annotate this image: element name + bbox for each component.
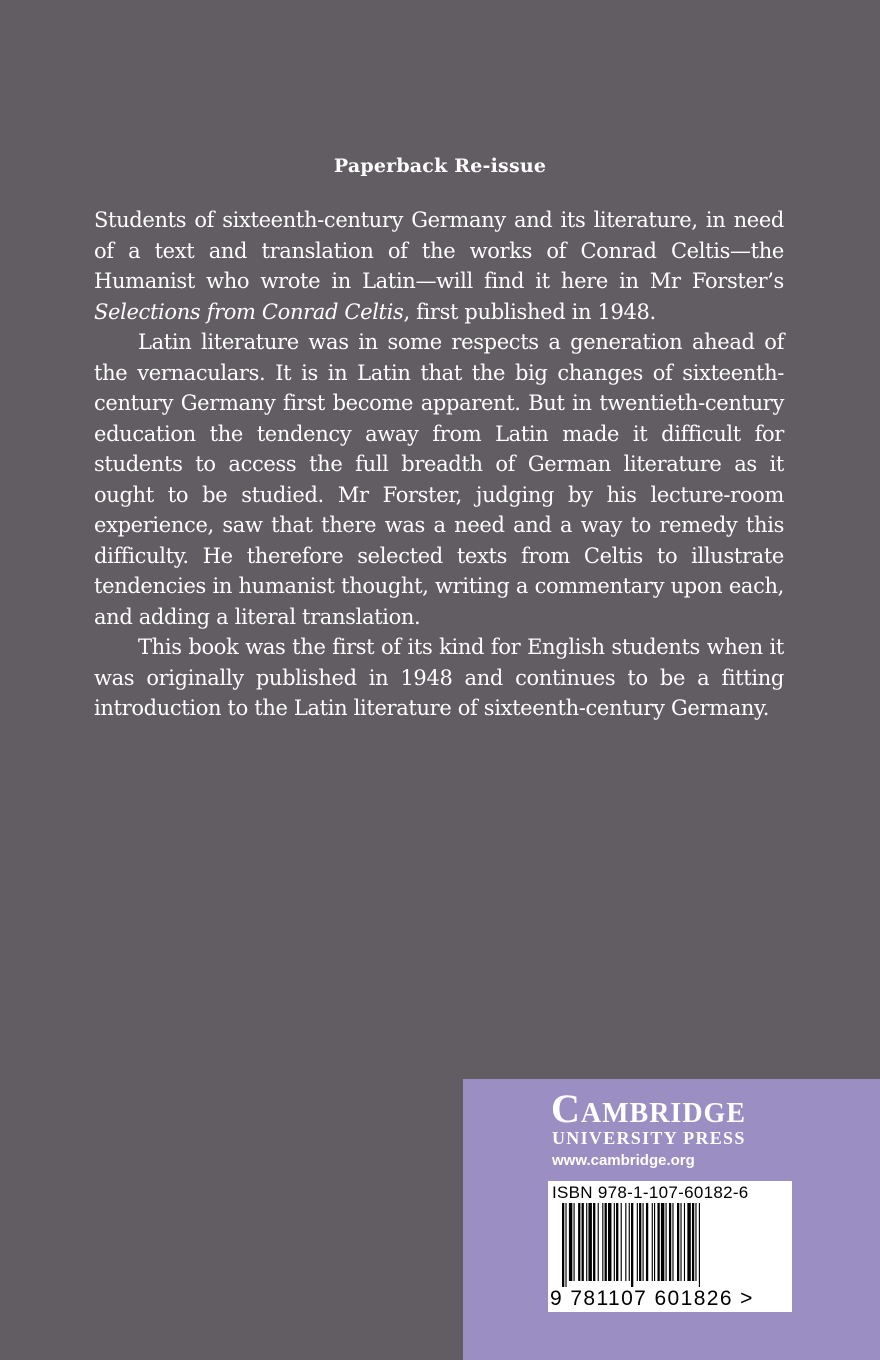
barcode-bar bbox=[654, 1203, 655, 1281]
publisher-panel bbox=[463, 1079, 880, 1360]
barcode-bar bbox=[598, 1203, 599, 1281]
barcode-bar bbox=[652, 1203, 653, 1281]
barcode-digits: 9 781107 601826 > bbox=[550, 1287, 754, 1310]
barcode-bar bbox=[574, 1203, 575, 1281]
barcode-bar bbox=[621, 1203, 622, 1281]
blurb-paragraph-3: This book was the first of its kind for English students when it was originally published in 1948 and continues to be a fitting introduction to the Latin literature of sixteenth-century Germany. bbox=[94, 635, 784, 720]
publisher-logo-name: Cambridge bbox=[551, 1086, 747, 1131]
barcode-bars bbox=[548, 1203, 792, 1287]
barcode-bar bbox=[629, 1203, 630, 1281]
barcode-bar bbox=[605, 1203, 607, 1281]
barcode-bar bbox=[602, 1203, 603, 1281]
blurb-p1-text: Students of sixteenth-century Germany and its literature, in need of a text and translation of the works of Conrad Celtis—the Humanist who wrote in Latin—will find it here in Mr Forster’s bbox=[94, 208, 784, 293]
barcode-bar bbox=[661, 1203, 664, 1281]
barcode-bar bbox=[614, 1203, 615, 1281]
blurb-paragraph-1 bbox=[94, 205, 784, 327]
barcode-bar bbox=[631, 1203, 633, 1287]
barcode-bar bbox=[666, 1203, 667, 1281]
barcode-bar bbox=[643, 1203, 644, 1281]
book-title-italic: Selections from Conrad Celtis bbox=[94, 299, 404, 324]
isbn-barcode bbox=[548, 1181, 792, 1312]
barcode-bar bbox=[677, 1203, 679, 1281]
barcode-bar bbox=[680, 1203, 681, 1281]
barcode-bar bbox=[669, 1203, 671, 1281]
isbn-label: ISBN 978-1-107-60182-6 bbox=[552, 1183, 749, 1202]
back-cover-blurb bbox=[94, 205, 784, 724]
barcode-bar bbox=[608, 1203, 611, 1281]
barcode-bar bbox=[562, 1203, 564, 1287]
barcode-bar bbox=[646, 1203, 648, 1281]
barcode-bar bbox=[695, 1203, 696, 1281]
barcode-bar bbox=[687, 1203, 690, 1281]
barcode-bar bbox=[625, 1203, 626, 1281]
barcode-bar bbox=[593, 1203, 595, 1281]
barcode-bar bbox=[637, 1203, 638, 1281]
barcode-bar bbox=[586, 1203, 587, 1281]
barcode-bar bbox=[578, 1203, 580, 1281]
barcode-bar bbox=[692, 1203, 694, 1281]
barcode-bar bbox=[588, 1203, 591, 1281]
barcode-bar bbox=[684, 1203, 685, 1281]
back-cover-heading: Paperback Re-issue bbox=[333, 155, 547, 177]
barcode-bar bbox=[569, 1203, 572, 1281]
barcode-bar bbox=[639, 1203, 641, 1281]
barcode-bar bbox=[616, 1203, 618, 1281]
barcode-bar bbox=[699, 1203, 700, 1287]
blurb-p1-tail: , first published in 1948. bbox=[403, 299, 656, 324]
publisher-logo-subtitle: UNIVERSITY PRESS bbox=[552, 1128, 746, 1148]
barcode-bar bbox=[672, 1203, 673, 1281]
barcode-bar bbox=[565, 1203, 566, 1287]
publisher-website: www.cambridge.org bbox=[552, 1152, 695, 1169]
barcode-bar bbox=[657, 1203, 659, 1281]
blurb-paragraph-2: Latin literature was in some respects a generation ahead of the vernaculars. It is in Latin that the big changes of sixteenth-century Germany first become apparent. But in twentieth-century education the tendency away from Latin made it difficult for students to access the full breadth of German literature as it ought to be studied. Mr Forster, judging by his lecture-room experience, saw that there was a need and a way to remedy this difficulty. He therefore selected texts from Celtis to illustrate tendencies in humanist thought, writing a commentary upon each, and adding a literal translation. bbox=[94, 330, 784, 629]
barcode-bar bbox=[582, 1203, 584, 1281]
